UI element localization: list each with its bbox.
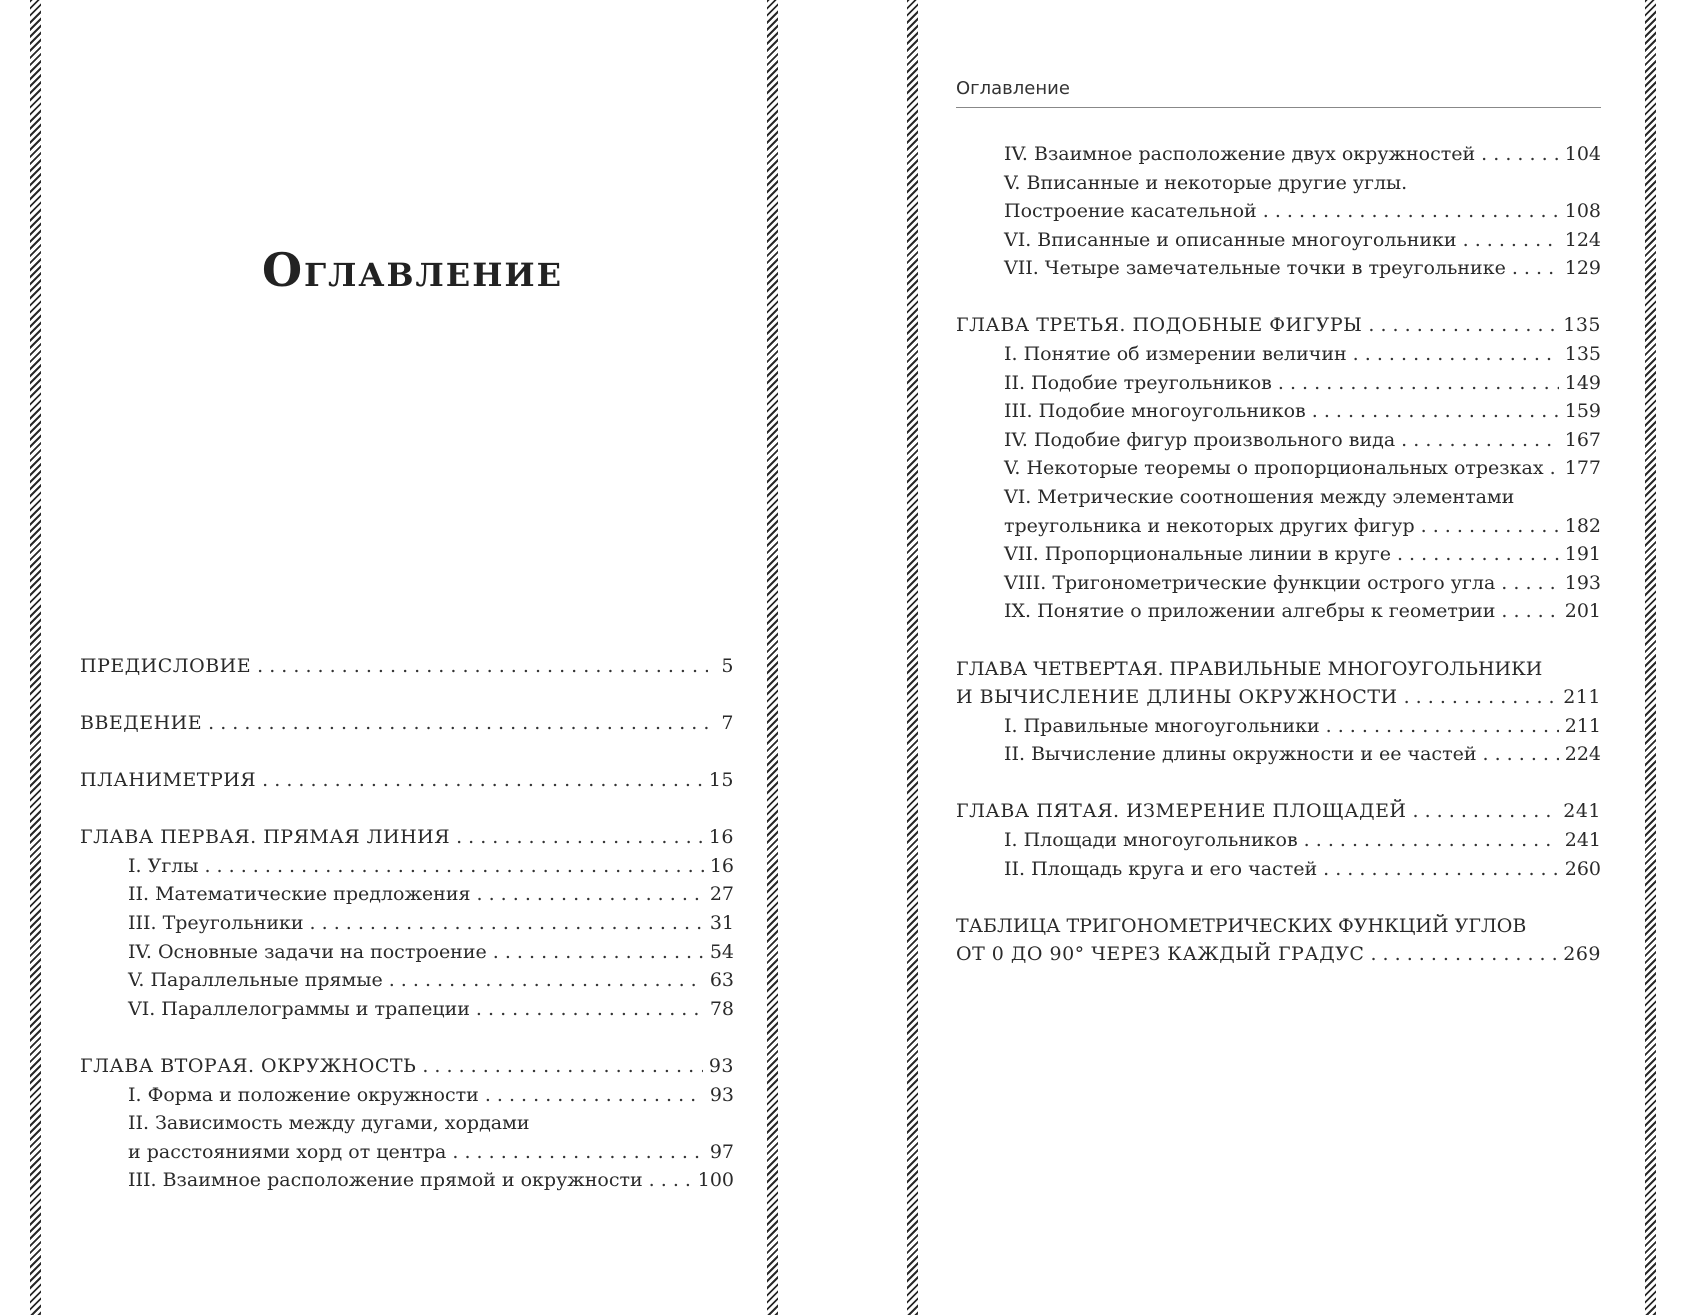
toc-entry-label: ПРЕДИСЛОВИЕ <box>80 655 252 677</box>
toc-subentry[interactable] <box>80 880 734 909</box>
left-page <box>45 0 780 1315</box>
dot-leader <box>1368 311 1557 340</box>
toc-entry-label: ГЛАВА ВТОРАЯ. ОКРУЖНОСТЬ <box>80 1054 417 1077</box>
dot-leader <box>1370 940 1557 969</box>
toc-page-number: 108 <box>1564 200 1601 223</box>
toc-page-number: 7 <box>721 712 734 735</box>
toc-subentry[interactable] <box>80 938 734 967</box>
toc-entry-label: V. Параллельные прямые <box>128 969 383 992</box>
toc-subentry[interactable] <box>956 340 1601 369</box>
toc-page-number: 104 <box>1564 143 1601 165</box>
toc-page-number: 159 <box>1564 400 1601 423</box>
toc-subentry[interactable] <box>956 597 1601 626</box>
dot-leader <box>649 1166 692 1195</box>
toc-group <box>80 1052 734 1195</box>
toc-page-number: 97 <box>709 1140 734 1163</box>
toc-page-number: 78 <box>709 997 734 1020</box>
toc-entry-label: II. Математические предложения <box>128 883 471 906</box>
toc-page-number: 269 <box>1563 943 1601 966</box>
toc-subentry[interactable] <box>956 226 1601 255</box>
toc-entry-label: V. Некоторые теоремы о пропорциональных отрезках <box>1004 457 1544 480</box>
toc-subentry[interactable] <box>956 369 1601 398</box>
right-table-of-contents <box>956 140 1601 969</box>
dot-leader <box>204 852 703 881</box>
dot-leader <box>1463 226 1559 255</box>
dot-leader <box>1353 340 1559 369</box>
toc-group <box>80 709 734 738</box>
toc-heading[interactable] <box>80 1052 734 1081</box>
toc-subentry[interactable] <box>956 855 1601 884</box>
toc-page-number: 224 <box>1564 743 1601 766</box>
toc-entry-label: ГЛАВА ПЕРВАЯ. ПРЯМАЯ ЛИНИЯ <box>80 826 451 849</box>
toc-subentry[interactable] <box>80 1166 734 1195</box>
dot-leader <box>1413 797 1558 826</box>
toc-page-number: 135 <box>1563 314 1601 337</box>
toc-subentry[interactable] <box>956 712 1601 741</box>
toc-subentry[interactable] <box>80 1138 734 1167</box>
toc-entry-label: III. Треугольники <box>128 912 304 935</box>
toc-page-number: 135 <box>1564 343 1601 366</box>
toc-entry-label: Построение касательной <box>1004 200 1257 223</box>
dot-leader <box>310 909 704 938</box>
toc-entry-label: I. Понятие об измерении величин <box>1004 343 1347 366</box>
dot-leader <box>389 966 704 995</box>
toc-subentry[interactable] <box>80 909 734 938</box>
toc-page-number: 15 <box>708 769 734 792</box>
toc-entry-label: III. Взаимное расположение прямой и окружности <box>128 1169 643 1192</box>
toc-entry-first-line: ГЛАВА ЧЕТВЕРТАЯ. ПРАВИЛЬНЫЕ МНОГОУГОЛЬНИКИ <box>956 657 1543 680</box>
toc-page-number: 129 <box>1564 257 1601 280</box>
toc-entry-label: IV. Основные задачи на построение <box>128 940 487 963</box>
toc-page-number: 193 <box>1564 571 1601 594</box>
toc-page-number: 241 <box>1563 800 1601 823</box>
toc-group <box>956 311 1601 626</box>
toc-entry-label: I. Форма и положение окружности <box>128 1083 479 1106</box>
toc-page-number: 93 <box>709 1083 734 1106</box>
dot-leader <box>452 1138 703 1167</box>
toc-subentry[interactable] <box>956 397 1601 426</box>
dot-leader <box>1550 454 1559 483</box>
toc-entry-label: III. Подобие многоугольников <box>1004 400 1306 423</box>
toc-heading[interactable] <box>956 311 1601 340</box>
toc-page-number: 93 <box>708 1054 734 1077</box>
toc-page-number: 182 <box>1564 514 1601 537</box>
toc-subentry[interactable] <box>956 197 1601 226</box>
toc-group <box>956 797 1601 883</box>
toc-group <box>80 652 734 681</box>
toc-heading[interactable] <box>80 709 734 738</box>
dot-leader <box>1263 197 1559 226</box>
toc-entry-label: I. Площади многоугольников <box>1004 828 1298 851</box>
toc-page-number: 201 <box>1564 600 1601 623</box>
dot-leader <box>477 880 704 909</box>
dot-leader <box>1278 369 1559 398</box>
toc-subentry[interactable] <box>956 740 1601 769</box>
page-title: Оглавление <box>261 243 564 297</box>
toc-entry-first-line: VI. Метрические соотношения между элементами <box>1004 486 1515 509</box>
dot-leader <box>257 652 708 681</box>
toc-subentry[interactable] <box>80 995 734 1024</box>
dot-leader <box>1421 512 1559 541</box>
toc-page-number: 31 <box>709 912 734 935</box>
toc-entry-label: ОТ 0 ДО 90° ЧЕРЕЗ КАЖДЫЙ ГРАДУС <box>956 943 1365 966</box>
toc-page-number: 16 <box>709 854 734 877</box>
dot-leader <box>422 1052 702 1081</box>
toc-entry-label: I. Правильные многоугольники <box>1004 714 1320 737</box>
dot-leader <box>493 938 704 967</box>
toc-group <box>80 823 734 1023</box>
toc-subentry[interactable] <box>956 826 1601 855</box>
toc-entry-first-line: V. Вписанные и некоторые другие углы. <box>1004 171 1408 194</box>
toc-entry-label: I. Углы <box>128 854 199 877</box>
toc-heading[interactable] <box>956 940 1601 969</box>
toc-entry-label: IX. Понятие о приложении алгебры к геометрии <box>1004 600 1496 623</box>
toc-entry-label: И ВЫЧИСЛЕНИЕ ДЛИНЫ ОКРУЖНОСТИ <box>956 686 1398 709</box>
toc-entry-label: VII. Четыре замечательные точки в треугольнике <box>1004 257 1506 280</box>
toc-subentry[interactable] <box>956 454 1601 483</box>
toc-group <box>956 655 1601 769</box>
toc-heading[interactable] <box>80 652 734 681</box>
dot-leader <box>1501 569 1558 598</box>
right-page <box>920 0 1650 1315</box>
toc-heading[interactable] <box>80 766 734 795</box>
toc-heading[interactable] <box>956 683 1601 712</box>
left-page-left-border <box>30 0 41 1315</box>
dot-leader <box>1326 712 1559 741</box>
toc-entry-label: VI. Вписанные и описанные многоугольники <box>1004 228 1457 251</box>
right-page-left-border <box>907 0 918 1315</box>
toc-entry-label: ПЛАНИМЕТРИЯ <box>80 769 257 792</box>
toc-page-number: 100 <box>697 1169 734 1192</box>
toc-page-number: 191 <box>1564 543 1601 566</box>
toc-page-number: 63 <box>709 969 734 992</box>
toc-page-number: 260 <box>1564 857 1601 880</box>
toc-entry-label: II. Площадь круга и его частей <box>1004 857 1318 880</box>
toc-subentry[interactable] <box>80 1081 734 1110</box>
toc-subentry[interactable] <box>956 140 1601 169</box>
dot-leader <box>1512 254 1559 283</box>
toc-page-number: 177 <box>1564 457 1601 480</box>
dot-leader <box>476 995 704 1024</box>
dot-leader <box>1397 540 1559 569</box>
toc-subentry[interactable] <box>956 569 1601 598</box>
toc-subentry[interactable] <box>80 966 734 995</box>
dot-leader <box>1304 826 1559 855</box>
toc-subentry[interactable] <box>80 852 734 881</box>
running-head: Оглавление <box>956 78 1601 108</box>
toc-page-number: 211 <box>1564 714 1601 737</box>
dot-leader <box>1312 397 1559 426</box>
toc-page-number: 27 <box>709 883 734 906</box>
toc-entry-label: и расстояниями хорд от центра <box>128 1140 447 1163</box>
toc-entry-label: IV. Взаимное расположение двух окружностей <box>1004 143 1476 165</box>
toc-page-number: 54 <box>709 940 734 963</box>
toc-entry-label: II. Подобие треугольников <box>1004 371 1272 394</box>
dot-leader <box>1481 140 1559 169</box>
toc-group <box>956 140 1601 283</box>
toc-entry-first-line: ТАБЛИЦА ТРИГОНОМЕТРИЧЕСКИХ ФУНКЦИЙ УГЛОВ <box>956 914 1527 937</box>
toc-entry-label: VII. Пропорциональные линии в круге <box>1004 543 1391 566</box>
toc-group <box>956 912 1601 969</box>
toc-subentry[interactable] <box>956 512 1601 541</box>
dot-leader <box>1323 855 1559 884</box>
dot-leader <box>1501 597 1558 626</box>
dot-leader <box>1404 683 1558 712</box>
toc-entry-first-line: II. Зависимость между дугами, хордами <box>128 1112 530 1135</box>
toc-entry-label: VIII. Тригонометрические функции острого угла <box>1004 571 1496 594</box>
toc-subentry[interactable] <box>956 540 1601 569</box>
dot-leader <box>208 709 708 738</box>
toc-page-number: 211 <box>1563 686 1601 709</box>
dot-leader <box>262 766 703 795</box>
toc-entry-label: ВВЕДЕНИЕ <box>80 712 203 735</box>
toc-entry-label: ГЛАВА ПЯТАЯ. ИЗМЕРЕНИЕ ПЛОЩАДЕЙ <box>956 800 1407 823</box>
toc-page-number: 16 <box>708 826 734 849</box>
toc-entry-label: IV. Подобие фигур произвольного вида <box>1004 428 1396 451</box>
toc-page-number: 5 <box>721 655 734 677</box>
toc-heading[interactable] <box>80 823 734 852</box>
toc-entry-label: II. Вычисление длины окружности и ее частей <box>1004 743 1477 766</box>
toc-heading[interactable] <box>956 797 1601 826</box>
dot-leader <box>456 823 703 852</box>
toc-subentry[interactable] <box>956 254 1601 283</box>
toc-subentry[interactable] <box>956 426 1601 455</box>
toc-page-number: 124 <box>1564 228 1601 251</box>
dot-leader <box>485 1081 704 1110</box>
toc-entry-label: VI. Параллелограммы и трапеции <box>128 997 470 1020</box>
toc-group <box>80 766 734 795</box>
toc-page-number: 149 <box>1564 371 1601 394</box>
toc-entry-label: ГЛАВА ТРЕТЬЯ. ПОДОБНЫЕ ФИГУРЫ <box>956 314 1363 337</box>
dot-leader <box>1483 740 1559 769</box>
left-table-of-contents <box>80 652 734 1195</box>
toc-page-number: 167 <box>1564 428 1601 451</box>
dot-leader <box>1401 426 1559 455</box>
toc-page-number: 241 <box>1564 828 1601 851</box>
toc-entry-label: треугольника и некоторых других фигур <box>1004 514 1415 537</box>
